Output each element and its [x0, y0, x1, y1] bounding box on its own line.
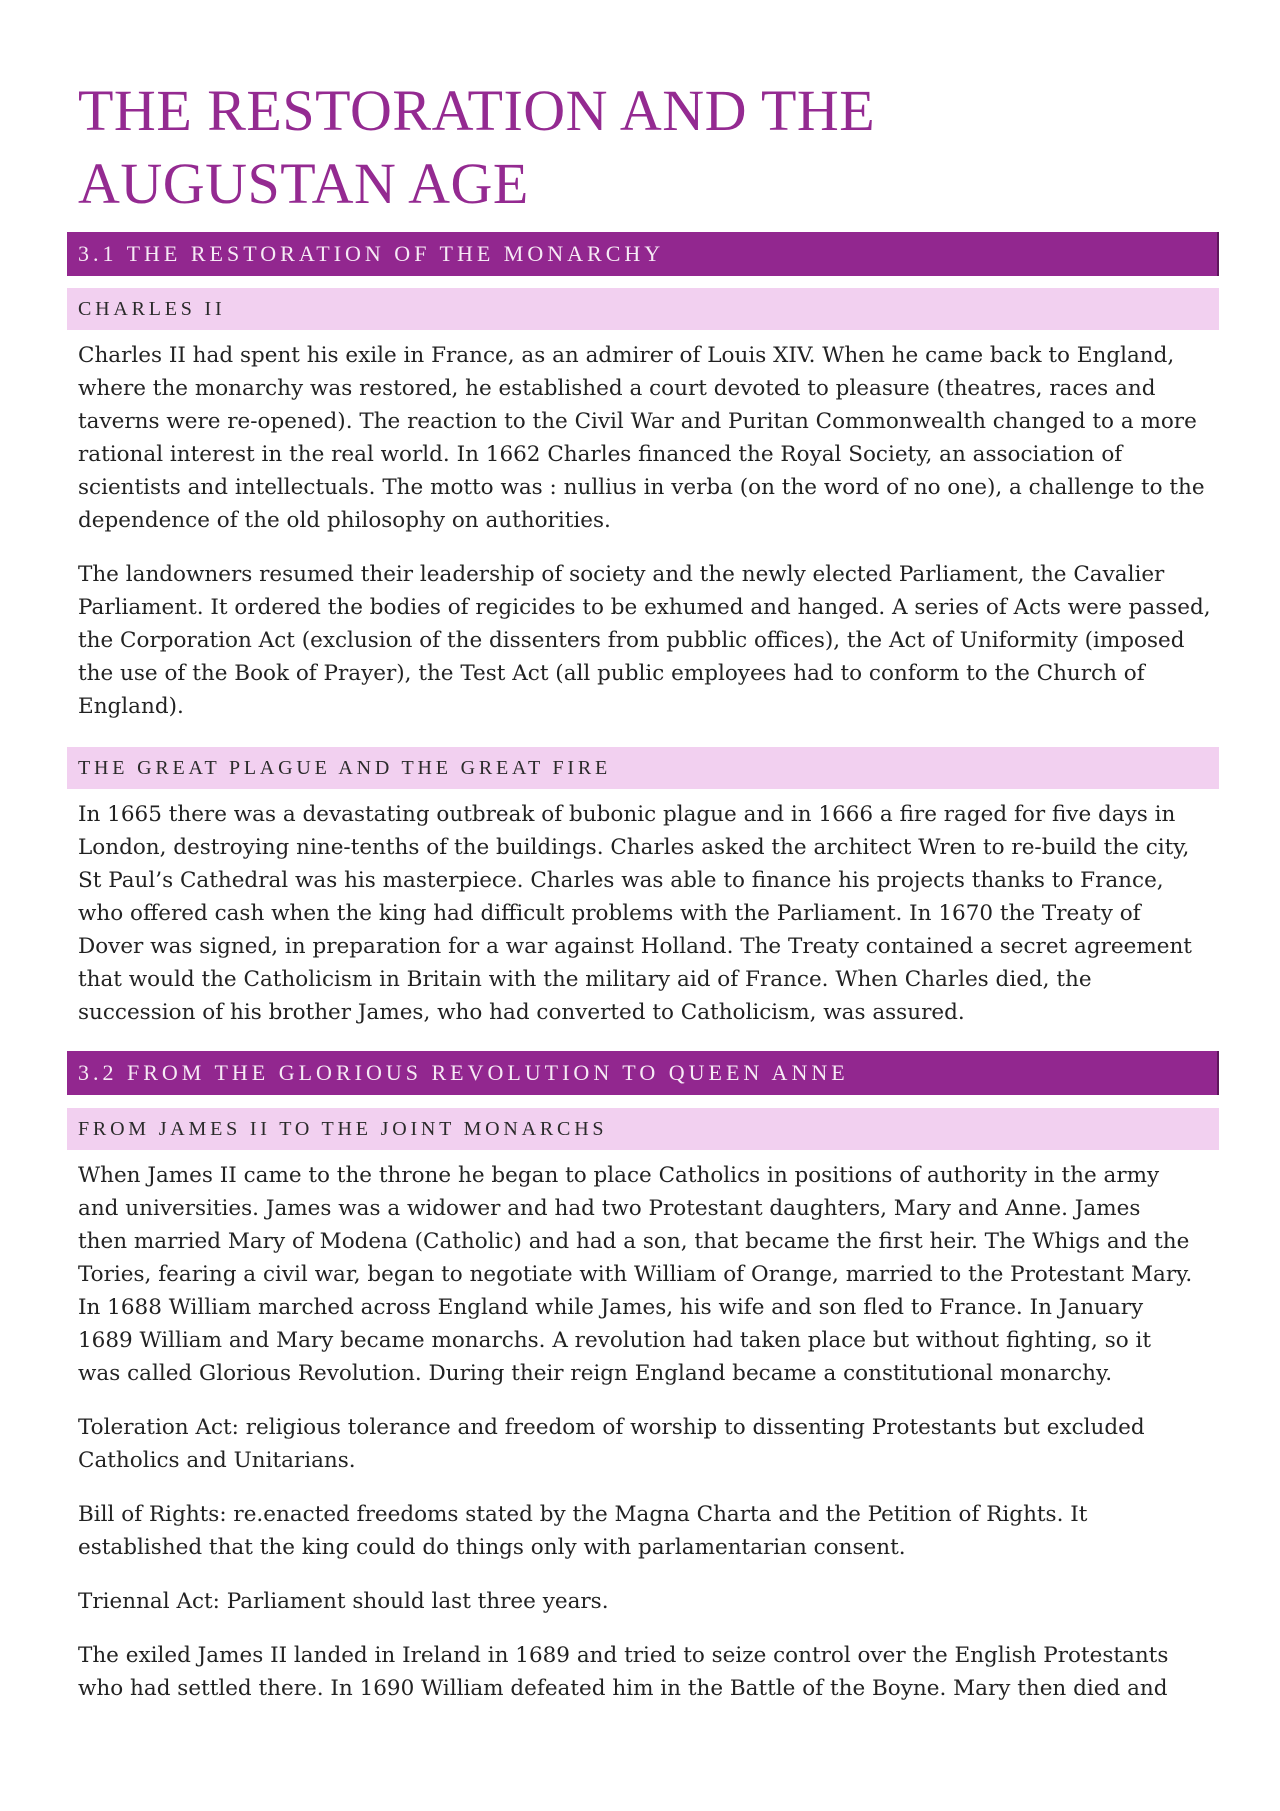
text-line: Catholics and Unitarians.: [78, 1448, 356, 1473]
paragraph-charles-ii-1: [67, 339, 1205, 537]
text-line: who had settled there. In 1690 William defeated him in the Battle of the Boyne. Mary then died and: [78, 1676, 1168, 1701]
text-line: Triennal Act: Parliament should last three years.: [78, 1589, 609, 1614]
paragraph-triennal-act: [67, 1585, 609, 1618]
paragraph-exiled-james-ii: [67, 1639, 1168, 1705]
section-heading-3-2: 3.2 FROM THE GLORIOUS REVOLUTION TO QUEEN ANNE: [67, 1051, 1219, 1095]
text-line: Toleration Act: religious tolerance and freedom of worship to dissenting Protestants but excluded: [78, 1415, 1145, 1440]
text-line: dependence of the old philosophy on authorities.: [78, 508, 611, 533]
section-heading-3-1: 3.1 THE RESTORATION OF THE MONARCHY: [67, 232, 1219, 276]
text-line: taverns were re-opened). The reaction to the Civil War and Puritan Commonwealth changed to a more: [78, 409, 1197, 434]
text-line: St Paul’s Cathedral was his masterpiece. Charles was able to finance his projects thanks to France,: [78, 868, 1164, 893]
text-line: succession of his brother James, who had converted to Catholicism, was assured.: [78, 1000, 965, 1025]
text-line: rational interest in the real world. In 1662 Charles financed the Royal Society, an association of: [78, 442, 1123, 467]
paragraph-bill-of-rights: [67, 1498, 1087, 1564]
subsection-heading-charles-ii: CHARLES II: [67, 288, 1219, 330]
text-line: that would the Catholicism in Britain with the military aid of France. When Charles died, the: [78, 967, 1092, 992]
paragraph-charles-ii-2: [67, 558, 1211, 723]
text-line: established that the king could do things only with parlamentarian consent.: [78, 1535, 906, 1560]
paragraph-toleration-act: [67, 1411, 1145, 1477]
text-line: Tories, fearing a civil war, began to negotiate with William of Orange, married to the Protestant Mary.: [78, 1262, 1193, 1287]
text-line: the use of the Book of Prayer), the Test Act (all public employees had to conform to the Church of: [78, 661, 1145, 686]
text-line: England).: [78, 694, 184, 719]
paragraph-great-plague-fire: [67, 798, 1192, 1029]
text-line: was called Glorious Revolution. During their reign England became a constitutional monarchy.: [78, 1361, 1113, 1386]
text-line: then married Mary of Modena (Catholic) and had a son, that became the first heir. The Whigs and the: [78, 1229, 1190, 1254]
text-line: The landowners resumed their leadership of society and the newly elected Parliament, the Cavalier: [78, 562, 1165, 587]
text-line: and universities. James was a widower and had two Protestant daughters, Mary and Anne. James: [78, 1196, 1141, 1221]
text-line: the Corporation Act (exclusion of the dissenters from pubblic offices), the Act of Uniformity (imposed: [78, 628, 1185, 653]
text-line: Bill of Rights: re.enacted freedoms stated by the Magna Charta and the Petition of Rights. It: [78, 1502, 1088, 1527]
text-line: In 1665 there was a devastating outbreak of bubonic plague and in 1666 a fire raged for five days in: [78, 802, 1176, 827]
text-line: When James II came to the throne he began to place Catholics in positions of authority in the army: [78, 1163, 1160, 1188]
text-line: where the monarchy was restored, he established a court devoted to pleasure (theatres, races and: [78, 376, 1156, 401]
text-line: Dover was signed, in preparation for a war against Holland. The Treaty contained a secret agreement: [78, 934, 1192, 959]
text-line: who offered cash when the king had difficult problems with the Parliament. In 1670 the Treaty of: [78, 901, 1141, 926]
text-line: 1689 William and Mary became monarchs. A revolution had taken place but without fighting, so it: [78, 1328, 1152, 1353]
paragraph-james-ii: [67, 1159, 1192, 1390]
subsection-heading-great-plague-fire: THE GREAT PLAGUE AND THE GREAT FIRE: [67, 747, 1219, 789]
text-line: Parliament. It ordered the bodies of regicides to be exhumed and hanged. A series of Acts were passed,: [78, 595, 1211, 620]
text-line: The exiled James II landed in Ireland in 1689 and tried to seize control over the English Protestants: [78, 1643, 1169, 1668]
subsection-heading-james-ii-joint-monarchs: FROM JAMES II TO THE JOINT MONARCHS: [67, 1108, 1219, 1150]
text-line: London, destroying nine-tenths of the buildings. Charles asked the architect Wren to re-build the city,: [78, 835, 1190, 860]
text-line: scientists and intellectuals. The motto was : nullius in verba (on the word of no one), a challenge to the: [78, 475, 1205, 500]
text-line: Charles II had spent his exile in France, as an admirer of Louis XIV. When he came back to England,: [78, 343, 1175, 368]
text-line: In 1688 William marched across England while James, his wife and son fled to France. In January: [78, 1295, 1144, 1320]
page-title: THE RESTORATION AND THE AUGUSTAN AGE: [78, 78, 876, 216]
